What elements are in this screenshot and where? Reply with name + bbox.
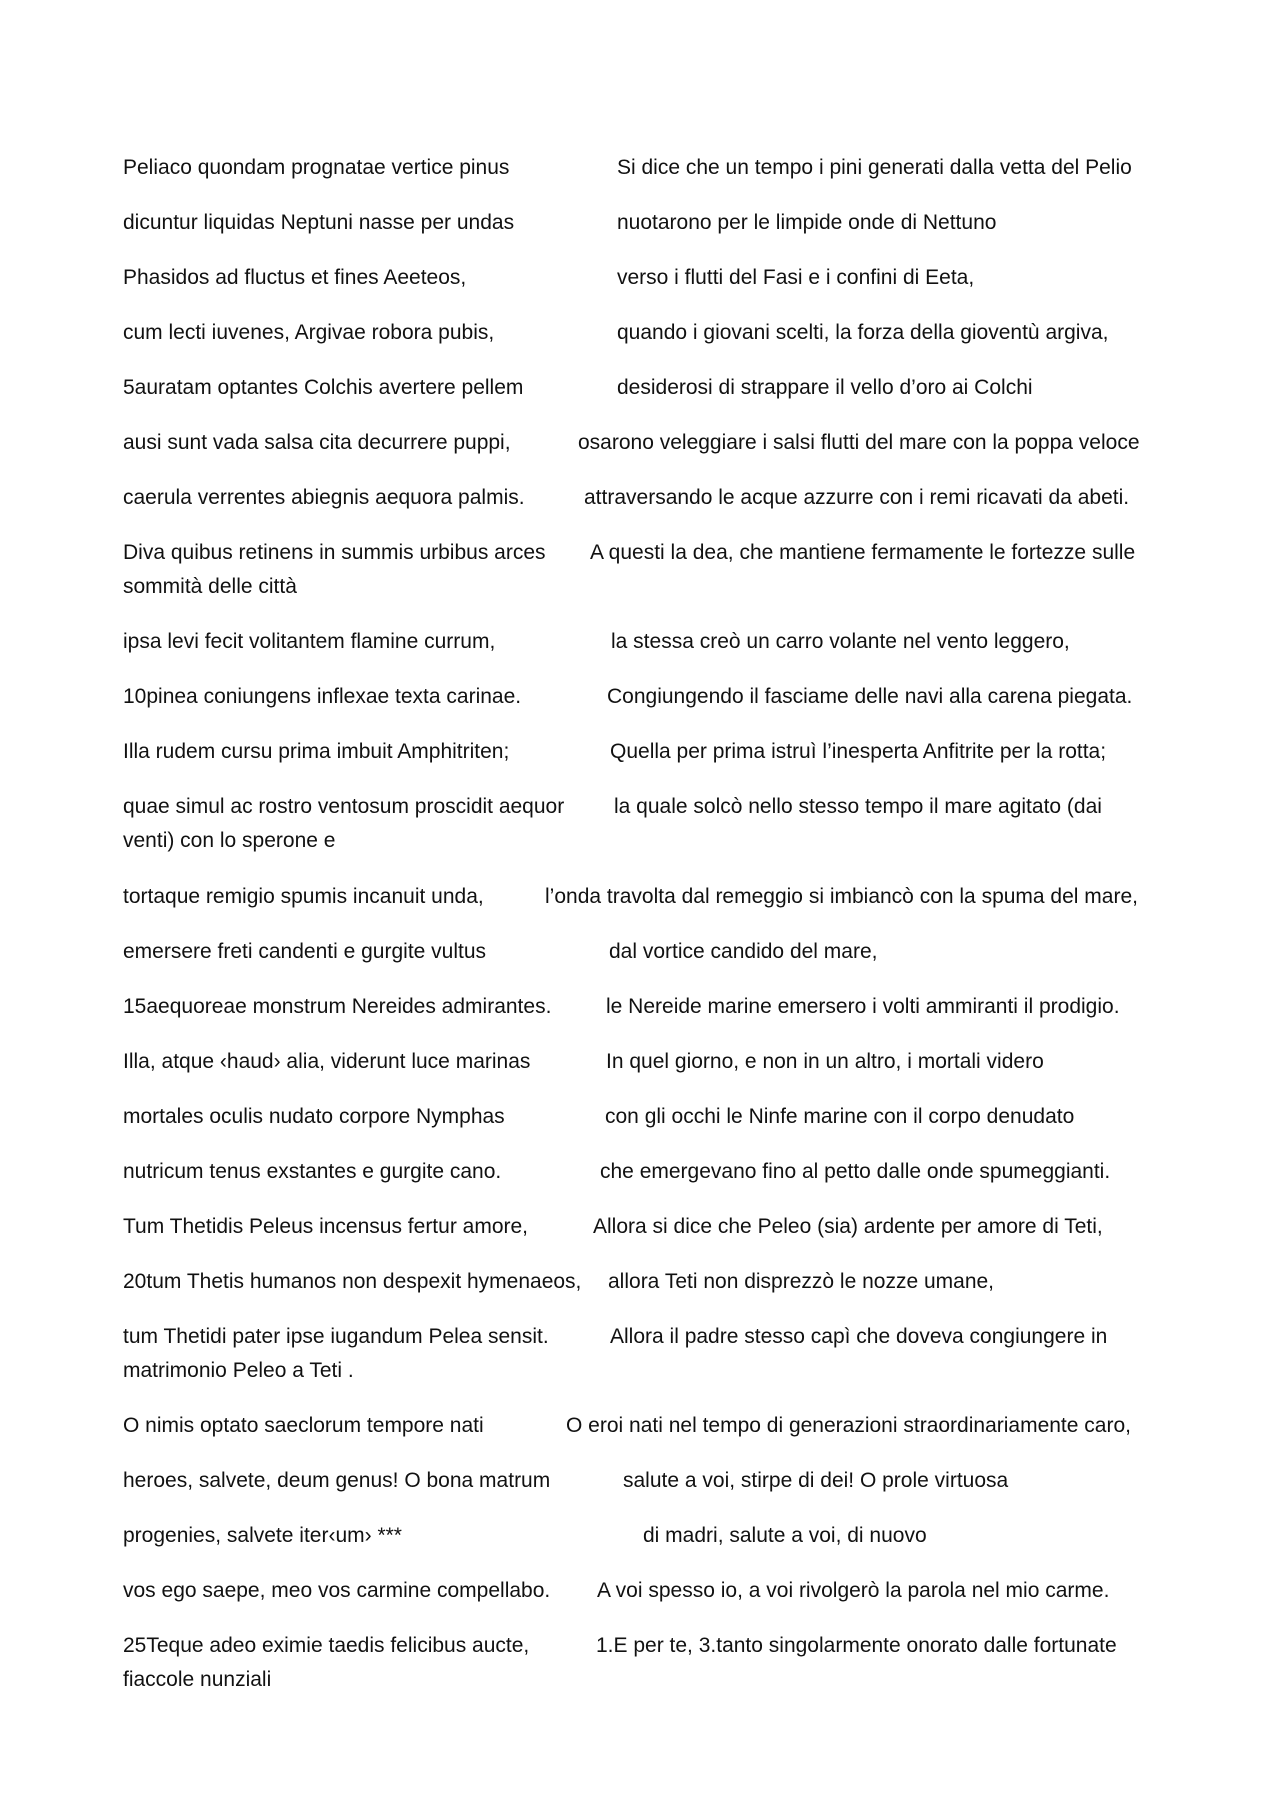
italian-text: Allora il padre stesso capì che doveva congiungere in bbox=[610, 1325, 1108, 1348]
italian-continuation: sommità delle città bbox=[123, 575, 297, 598]
latin-text: O nimis optato saeclorum tempore nati bbox=[123, 1414, 484, 1437]
latin-text: progenies, salvete iter‹um› *** bbox=[123, 1524, 402, 1547]
italian-text: attraversando le acque azzurre con i remi ricavati da abeti. bbox=[584, 486, 1130, 509]
latin-text: mortales oculis nudato corpore Nymphas bbox=[123, 1105, 505, 1128]
latin-text: Illa, atque ‹haud› alia, viderunt luce marinas bbox=[123, 1050, 531, 1073]
italian-text: Congiungendo il fasciame delle navi alla carena piegata. bbox=[607, 685, 1133, 708]
latin-text: tortaque remigio spumis incanuit unda, bbox=[123, 885, 484, 908]
latin-text: Illa rudem cursu prima imbuit Amphitriten; bbox=[123, 740, 510, 763]
latin-text: emersere freti candenti e gurgite vultus bbox=[123, 940, 487, 963]
italian-text: dal vortice candido del mare, bbox=[609, 940, 878, 963]
italian-text: quando i giovani scelti, la forza della gioventù argiva, bbox=[617, 321, 1109, 344]
italian-text: che emergevano fino al petto dalle onde spumeggianti. bbox=[600, 1160, 1111, 1183]
italian-text: O eroi nati nel tempo di generazioni straordinariamente caro, bbox=[566, 1414, 1131, 1437]
latin-text: 5auratam optantes Colchis avertere pellem bbox=[123, 376, 524, 399]
italian-text: In quel giorno, e non in un altro, i mortali videro bbox=[606, 1050, 1044, 1073]
italian-continuation: matrimonio Peleo a Teti . bbox=[123, 1359, 354, 1382]
italian-text: di madri, salute a voi, di nuovo bbox=[643, 1524, 927, 1547]
italian-text: Quella per prima istruì l’inesperta Anfitrite per la rotta; bbox=[610, 740, 1107, 763]
italian-text: desiderosi di strappare il vello d’oro ai Colchi bbox=[617, 376, 1033, 399]
verse-line-26 bbox=[123, 1629, 1163, 1799]
latin-text: 20tum Thetis humanos non despexit hymenaeos, bbox=[123, 1270, 582, 1293]
latin-text: cum lecti iuvenes, Argivae robora pubis, bbox=[123, 321, 495, 344]
latin-text: Phasidos ad fluctus et fines Aeeteos, bbox=[123, 266, 467, 289]
latin-text: ipsa levi fecit volitantem flamine currum, bbox=[123, 630, 496, 653]
italian-text: A voi spesso io, a voi rivolgerò la parola nel mio carme. bbox=[597, 1579, 1110, 1602]
latin-text: Diva quibus retinens in summis urbibus arces bbox=[123, 541, 546, 564]
latin-text: quae simul ac rostro ventosum proscidit aequor bbox=[123, 795, 565, 818]
latin-text: heroes, salvete, deum genus! O bona matrum bbox=[123, 1469, 551, 1492]
italian-text: allora Teti non disprezzò le nozze umane, bbox=[608, 1270, 995, 1293]
italian-text: la quale solcò nello stesso tempo il mare agitato (dai bbox=[614, 795, 1102, 818]
italian-text: le Nereide marine emersero i volti ammiranti il prodigio. bbox=[606, 995, 1120, 1018]
italian-text: salute a voi, stirpe di dei! O prole virtuosa bbox=[623, 1469, 1009, 1492]
italian-text: nuotarono per le limpide onde di Nettuno bbox=[617, 211, 997, 234]
italian-text: A questi la dea, che mantiene fermamente le fortezze sulle bbox=[590, 541, 1136, 564]
italian-text: 1.E per te, 3.tanto singolarmente onorato dalle fortunate bbox=[596, 1634, 1117, 1657]
latin-text: 10pinea coniungens inflexae texta carinae. bbox=[123, 685, 522, 708]
italian-continuation: fiaccole nunziali bbox=[123, 1668, 272, 1691]
latin-text: Peliaco quondam prognatae vertice pinus bbox=[123, 156, 510, 179]
latin-text: 25Teque adeo eximie taedis felicibus aucte, bbox=[123, 1634, 530, 1657]
italian-text: l’onda travolta dal remeggio si imbiancò con la spuma del mare, bbox=[545, 885, 1138, 908]
italian-text: la stessa creò un carro volante nel vento leggero, bbox=[611, 630, 1070, 653]
latin-text: dicuntur liquidas Neptuni nasse per undas bbox=[123, 211, 515, 234]
latin-text: caerula verrentes abiegnis aequora palmis. bbox=[123, 486, 525, 509]
latin-text: tum Thetidi pater ipse iugandum Pelea sensit. bbox=[123, 1325, 549, 1348]
italian-text: con gli occhi le Ninfe marine con il corpo denudato bbox=[605, 1105, 1075, 1128]
italian-text: osarono veleggiare i salsi flutti del mare con la poppa veloce bbox=[578, 431, 1140, 454]
italian-text: verso i flutti del Fasi e i confini di Eeta, bbox=[617, 266, 975, 289]
italian-text: Allora si dice che Peleo (sia) ardente per amore di Teti, bbox=[593, 1215, 1103, 1238]
italian-continuation: venti) con lo sperone e bbox=[123, 829, 336, 852]
latin-text: 15aequoreae monstrum Nereides admirantes. bbox=[123, 995, 552, 1018]
latin-text: nutricum tenus exstantes e gurgite cano. bbox=[123, 1160, 502, 1183]
italian-text: Si dice che un tempo i pini generati dalla vetta del Pelio bbox=[617, 156, 1132, 179]
latin-text: ausi sunt vada salsa cita decurrere puppi, bbox=[123, 431, 511, 454]
latin-text: vos ego saepe, meo vos carmine compellabo. bbox=[123, 1579, 551, 1602]
latin-text: Tum Thetidis Peleus incensus fertur amore, bbox=[123, 1215, 529, 1238]
